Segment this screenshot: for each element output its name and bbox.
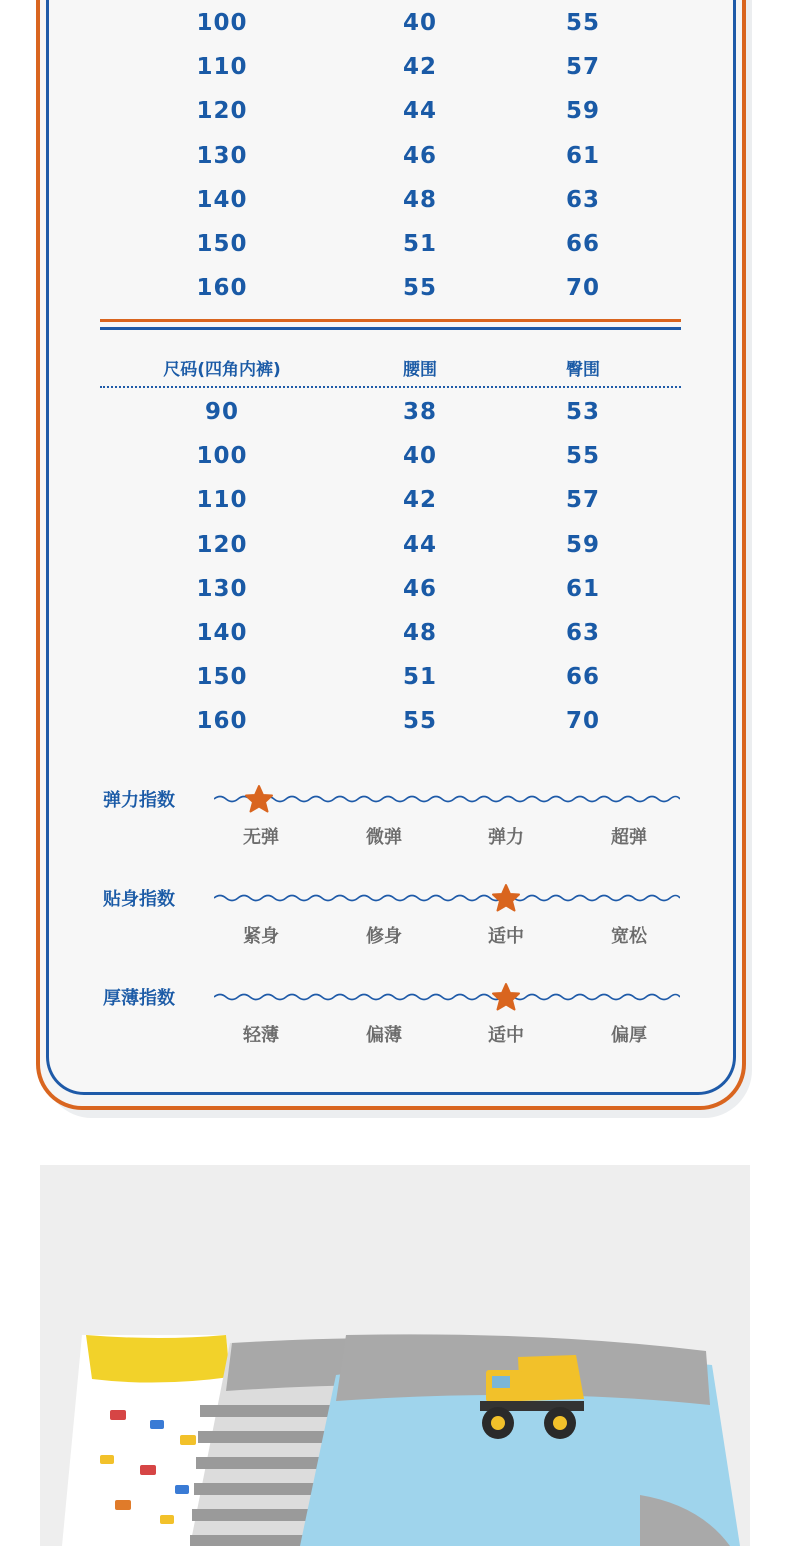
hip-cell: 59 — [565, 532, 601, 558]
size-cell: 150 — [196, 231, 248, 257]
wave-scale-line — [214, 794, 680, 804]
section-divider-blue — [100, 327, 681, 330]
waist-cell: 44 — [402, 532, 438, 558]
hip-cell: 59 — [565, 98, 601, 124]
size-cell: 140 — [196, 620, 248, 646]
hip-cell: 66 — [565, 231, 601, 257]
waist-cell: 48 — [402, 187, 438, 213]
boxer-table-header — [0, 356, 790, 384]
hip-cell: 61 — [565, 143, 601, 169]
product-photo — [40, 1165, 750, 1546]
index-option: 偏厚 — [611, 1025, 647, 1046]
waist-cell: 38 — [402, 399, 438, 425]
waist-cell: 42 — [402, 54, 438, 80]
star-marker-icon — [244, 784, 274, 814]
waist-cell: 46 — [402, 576, 438, 602]
index-label: 厚薄指数 — [103, 988, 175, 1009]
star-marker-icon — [491, 982, 521, 1012]
index-option: 弹力 — [488, 827, 524, 848]
size-cell: 130 — [196, 143, 248, 169]
index-option: 修身 — [366, 926, 402, 947]
index-label: 贴身指数 — [103, 889, 175, 910]
header-hip: 臀围 — [566, 360, 600, 380]
blue-briefs — [300, 1334, 740, 1546]
table-row — [0, 222, 790, 266]
hip-cell: 70 — [565, 275, 601, 301]
table-row — [0, 655, 790, 699]
hip-cell: 55 — [565, 10, 601, 36]
waist-cell: 51 — [402, 231, 438, 257]
size-cell: 150 — [196, 664, 248, 690]
table-row — [0, 478, 790, 522]
table-row — [0, 611, 790, 655]
wave-scale-line — [214, 893, 680, 903]
hip-cell: 61 — [565, 576, 601, 602]
section-divider-orange — [100, 319, 681, 322]
table-row — [0, 699, 790, 743]
size-cell: 90 — [204, 399, 240, 425]
waist-cell: 51 — [402, 664, 438, 690]
table-row — [0, 45, 790, 89]
waist-cell: 55 — [402, 708, 438, 734]
header-dotted-divider — [100, 386, 681, 388]
waist-cell: 55 — [402, 275, 438, 301]
waist-cell: 40 — [402, 443, 438, 469]
hip-cell: 63 — [565, 187, 601, 213]
index-option: 无弹 — [243, 827, 279, 848]
table-row — [0, 134, 790, 178]
table-row — [0, 178, 790, 222]
waist-cell: 46 — [402, 143, 438, 169]
index-option: 适中 — [488, 1025, 524, 1046]
table-row — [0, 567, 790, 611]
index-option: 紧身 — [243, 926, 279, 947]
table-row — [0, 89, 790, 133]
hip-cell: 55 — [565, 443, 601, 469]
table-row — [0, 523, 790, 567]
waist-cell: 40 — [402, 10, 438, 36]
waist-cell: 44 — [402, 98, 438, 124]
hip-cell: 66 — [565, 664, 601, 690]
index-option: 宽松 — [611, 926, 647, 947]
hip-cell: 53 — [565, 399, 601, 425]
size-cell: 110 — [196, 487, 248, 513]
waist-cell: 48 — [402, 620, 438, 646]
star-marker-icon — [491, 883, 521, 913]
index-option: 偏薄 — [366, 1025, 402, 1046]
boxer-briefs-illustration — [40, 1165, 750, 1546]
table-row — [0, 434, 790, 478]
hip-cell: 57 — [565, 54, 601, 80]
size-cell: 130 — [196, 576, 248, 602]
table-row — [0, 390, 790, 434]
header-size: 尺码(四角内裤) — [163, 360, 281, 380]
header-waist: 腰围 — [403, 360, 437, 380]
size-cell: 110 — [196, 54, 248, 80]
index-option: 超弹 — [611, 827, 647, 848]
table-row — [0, 1, 790, 45]
table-row — [0, 266, 790, 310]
size-cell: 120 — [196, 98, 248, 124]
hip-cell: 70 — [565, 708, 601, 734]
index-label: 弹力指数 — [103, 790, 175, 811]
waist-cell: 42 — [402, 487, 438, 513]
size-cell: 160 — [196, 275, 248, 301]
hip-cell: 57 — [565, 487, 601, 513]
size-cell: 100 — [196, 10, 248, 36]
wave-scale-line — [214, 992, 680, 1002]
hip-cell: 63 — [565, 620, 601, 646]
index-option: 轻薄 — [243, 1025, 279, 1046]
size-cell: 160 — [196, 708, 248, 734]
size-cell: 100 — [196, 443, 248, 469]
size-cell: 140 — [196, 187, 248, 213]
index-option: 适中 — [488, 926, 524, 947]
index-option: 微弹 — [366, 827, 402, 848]
size-cell: 120 — [196, 532, 248, 558]
